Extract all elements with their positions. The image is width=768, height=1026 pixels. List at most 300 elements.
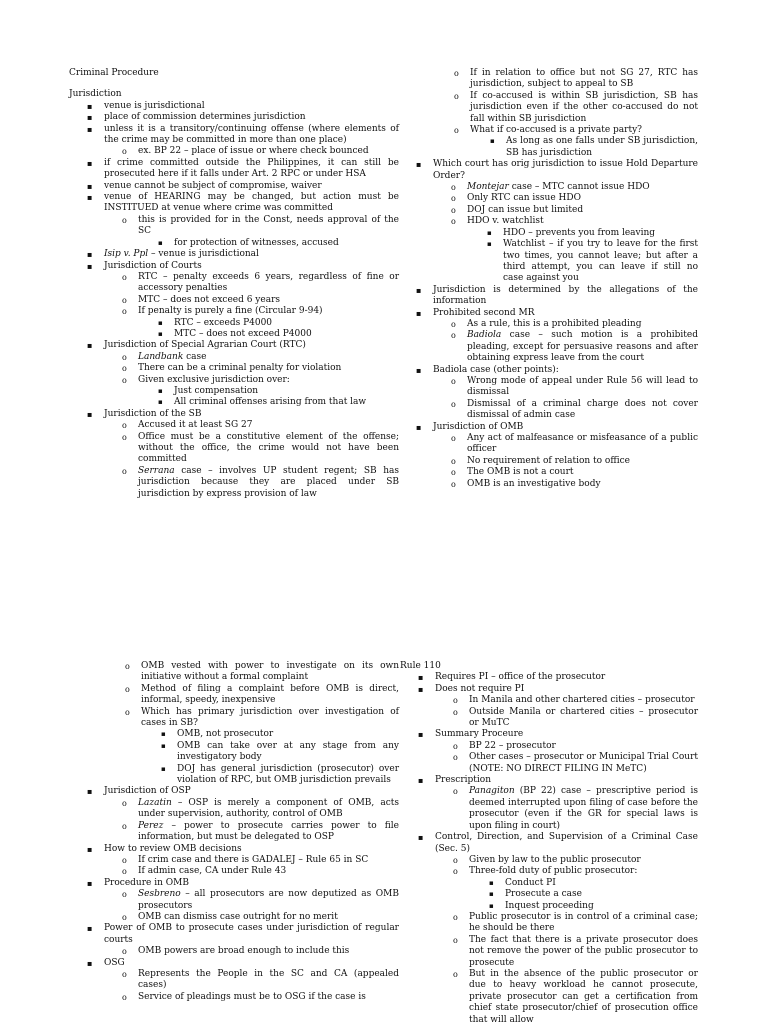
outline-item-level-2 — [467, 205, 698, 216]
outline-item-level-2 — [469, 695, 698, 706]
item-text: case – such motion is a prohibited pleading, except for persuasive reasons and after obtaining express leave from the court — [467, 330, 698, 364]
outline-item-level-2 — [469, 752, 698, 775]
outline-item-text — [141, 684, 399, 707]
item-text: if crime committed outside the Philippines, it can still be prosecuted here if it falls under Art. 2 RPC or under HSA — [104, 157, 399, 180]
item-text: In Manila and other chartered cities – prosecutor — [469, 695, 695, 706]
item-text: venue cannot be subject of compromise, waiver — [104, 180, 322, 191]
outline-item-level-2 — [467, 182, 698, 193]
sub-list — [104, 146, 399, 157]
outline-item-level-1 — [435, 832, 698, 1026]
item-text: Badiola case (other points): — [433, 364, 559, 375]
sub-list — [104, 798, 399, 844]
outline-item-text — [141, 661, 399, 684]
outline-item-level-3 — [174, 397, 399, 408]
sub-list — [435, 741, 698, 775]
outline-item-level-2 — [467, 216, 698, 284]
item-text: Any act of malfeasance or misfeasance of a public officer — [467, 433, 698, 455]
item-text: DOJ has general jurisdiction (prosecutor) over violation of RPC, but OMB jurisdiction prevails — [177, 763, 399, 786]
item-text: Which has primary jurisdiction over investigation of cases in SB? — [141, 706, 399, 729]
outline-item-level-2 — [469, 786, 698, 832]
outline-item-text — [104, 181, 399, 192]
outline-item-level-3 — [174, 238, 399, 249]
item-text: Which court has orig jurisdiction to issue Hold Departure Order? — [433, 159, 698, 181]
outline-item-text — [433, 159, 698, 182]
item-text: Summary Proceure — [435, 729, 524, 740]
item-text: As a rule, this is a prohibited pleading — [467, 318, 642, 329]
item-text: Requires PI – office of the prosecutor — [435, 672, 606, 683]
case-name: Montejar — [467, 182, 509, 193]
sub-list — [104, 855, 399, 878]
sub-list — [104, 272, 399, 340]
outline-item-text — [469, 912, 698, 935]
outline-item-text — [470, 91, 698, 125]
outline-item-text — [467, 479, 698, 490]
outline-item-text — [467, 467, 698, 478]
outline-item-level-1 — [104, 101, 399, 112]
outline-item-text — [104, 340, 399, 351]
outline-item-level-2 — [138, 432, 399, 466]
item-text: If co-accused is within SB jurisdiction, SB has jurisdiction even if the other co-accused do not fall within SB jurisdiction — [470, 90, 698, 124]
item-text: – all prosecutors are now deputized as OMB prosecutors — [138, 889, 399, 911]
outline-item-level-2 — [467, 479, 698, 490]
outline-item-text — [138, 215, 399, 238]
item-text: Given exclusive jurisdiction over: — [138, 374, 290, 385]
outline-item-level-1 — [435, 729, 698, 775]
outline-item-level-1 — [104, 923, 399, 957]
item-text: The OMB is not a court — [467, 467, 574, 478]
outline-item-text — [174, 329, 399, 340]
outline-item-text — [506, 136, 698, 159]
item-text: Prescription — [435, 775, 491, 786]
outline-item-level-3 — [174, 329, 399, 340]
case-name: Lazatin — [138, 797, 172, 808]
outline-item-text — [104, 158, 399, 181]
sub-list — [433, 182, 698, 285]
outline-item-level-2 — [138, 912, 399, 923]
outline-item-level-2 — [470, 125, 698, 159]
outline-item-level-2 — [138, 146, 399, 157]
outline-item-level-2 — [138, 821, 399, 844]
outline-item-text — [177, 764, 399, 787]
outline-item-level-2 — [469, 935, 698, 969]
outline-item-text — [467, 399, 698, 422]
outline-item-text — [433, 285, 698, 308]
outline-item-level-3 — [503, 239, 698, 285]
case-name: Perez — [138, 820, 164, 831]
item-text: RTC – exceeds P4000 — [174, 317, 273, 328]
outline-item-text — [469, 969, 698, 1026]
item-text: OMB is an investigative body — [467, 478, 601, 489]
item-text: Jurisdiction of Courts — [104, 260, 202, 271]
item-text: Three-fold duty of public prosecutor: — [469, 866, 638, 877]
outline-item-text — [141, 707, 399, 730]
item-text: BP 22 – prosecutor — [469, 740, 556, 751]
case-name: Isip v. Ppl — [104, 249, 149, 260]
outline-item-level-3 — [505, 901, 698, 912]
outline-item-text — [104, 878, 399, 889]
item-text: How to review OMB decisions — [104, 843, 242, 854]
outline-item-level-1 — [104, 192, 399, 249]
outline-item-level-1 — [435, 684, 698, 730]
item-text: OMB can dismiss case outright for no merit — [138, 911, 338, 922]
outline-item-text — [138, 432, 399, 466]
outline-item-text — [138, 855, 399, 866]
item-text: unless it is a transitory/continuing offense (where elements of the crime may be committed in more than one place) — [104, 123, 399, 146]
item-text: If penalty is purely a fine (Circular 9-94) — [138, 306, 323, 317]
item-text: Watchlist – if you try to leave for the first two times, you cannot leave; but after a third attempt, you can leave if still no case against you — [503, 239, 698, 284]
outline-list — [400, 672, 698, 1026]
outline-item-text — [505, 889, 698, 900]
outline-item-level-1 — [104, 181, 399, 192]
outline-item-text — [174, 318, 399, 329]
outline-item-text — [138, 889, 399, 912]
outline-item-level-2 — [470, 91, 698, 125]
item-text: If admin case, CA under Rule 43 — [138, 866, 287, 877]
item-text: case – MTC cannot issue HDO — [508, 182, 650, 193]
item-text: MTC – does not exceed 6 years — [138, 294, 281, 305]
item-text: Prosecute a case — [505, 889, 582, 900]
outline-item-text — [174, 386, 399, 397]
outline-list-continued — [398, 68, 698, 159]
sub-list — [104, 889, 399, 923]
outline-item-level-2 — [141, 661, 399, 684]
outline-item-level-2 — [138, 306, 399, 340]
outline-item-text — [138, 146, 399, 157]
outline-item-text — [104, 101, 399, 112]
outline-item-level-3 — [506, 136, 698, 159]
item-text: ex. BP 22 – place of issue or where check bounced — [138, 146, 369, 157]
outline-item-text — [138, 352, 399, 363]
item-text: Only RTC can issue HDO — [467, 193, 581, 204]
outline-item-level-2 — [138, 272, 399, 295]
outline-item-text — [467, 376, 698, 399]
item-text: The fact that there is a private prosecutor does not remove the power of the public prosecutor to prosecute — [469, 934, 698, 968]
outline-item-level-2 — [467, 193, 698, 204]
outline-item-level-2 — [469, 855, 698, 866]
outline-item-level-1 — [104, 409, 399, 500]
outline-list-continued — [69, 661, 399, 786]
outline-item-text — [505, 901, 698, 912]
outline-item-level-1 — [433, 285, 698, 308]
item-text: There can be a criminal penalty for violation — [138, 363, 342, 374]
item-text: Represents the People in the SC and CA (appealed cases) — [138, 968, 399, 991]
outline-item-text — [138, 946, 399, 957]
case-name: Sesbreno — [138, 889, 181, 900]
outline-item-text — [138, 798, 399, 821]
outline-item-text — [104, 112, 399, 123]
item-text: Inquest proceeding — [505, 900, 594, 911]
sub-list — [104, 215, 399, 249]
item-text: What if co-accused is a private party? — [470, 125, 643, 136]
item-text: Other cases – prosecutor or Municipal Trial Court (NOTE: NO DIRECT FILING IN MeTC) — [469, 752, 698, 774]
outline-item-level-2 — [138, 295, 399, 306]
outline-item-text — [138, 363, 399, 374]
item-text: But in the absence of the public prosecutor or due to heavy workload he cannot prosecute, private prosecutor can get a certification from chief state prosecutor/chief of prosecution office that will allow — [469, 968, 698, 1025]
sub-list — [138, 386, 399, 409]
item-text: case — [183, 351, 207, 362]
outline-item-text — [138, 466, 399, 500]
outline-item-text — [138, 375, 399, 386]
item-text: Conduct PI — [505, 877, 556, 888]
item-text: As long as one falls under SB jurisdiction, SB has jurisdiction — [506, 136, 698, 158]
item-text: OMB powers are broad enough to include this — [138, 946, 350, 957]
item-text: Accused it at least SG 27 — [138, 420, 253, 431]
item-text: Public prosecutor is in control of a criminal case; he should be there — [469, 911, 698, 934]
case-name: Badiola — [467, 330, 502, 341]
case-name: Panagiton — [469, 786, 515, 797]
outline-item-text — [469, 786, 698, 832]
outline-item-level-1 — [435, 672, 698, 683]
outline-item-text — [503, 239, 698, 285]
outline-item-level-1 — [433, 159, 698, 284]
outline-item-level-2 — [138, 363, 399, 374]
outline-item-level-1 — [104, 112, 399, 123]
outline-item-text — [104, 192, 399, 215]
item-text: Outside Manila or chartered cities – prosecutor or MuTC — [469, 706, 698, 729]
outline-item-level-2 — [470, 68, 698, 91]
item-text: RTC – penalty exceeds 6 years, regardless of fine or accessory penalties — [138, 271, 399, 294]
item-text: Prohibited second MR — [433, 307, 535, 318]
outline-item-text — [138, 306, 399, 317]
item-text: HDO – prevents you from leaving — [503, 227, 656, 238]
outline-item-level-2 — [467, 467, 698, 478]
sub-list — [104, 352, 399, 409]
outline-item-level-3 — [505, 889, 698, 900]
item-text: Dismissal of a criminal charge does not cover dismissal of admin case — [467, 398, 698, 421]
item-text: venue of HEARING may be changed, but action must be INSTITUED at venue where crime was committed — [104, 192, 399, 214]
item-text: Service of pleadings must be to OSG if the case is — [138, 991, 366, 1002]
outline-item-text — [138, 992, 399, 1003]
item-text: OMB, not prosecutor — [177, 729, 274, 740]
outline-item-text — [435, 775, 698, 786]
outline-item-text — [469, 866, 698, 877]
outline-item-text — [467, 205, 698, 216]
item-text: Power of OMB to prosecute cases under jurisdiction of regular courts — [104, 923, 399, 945]
outline-item-text — [138, 866, 399, 877]
outline-item-level-1 — [104, 158, 399, 181]
case-name: Serrana — [138, 465, 175, 476]
outline-item-level-1 — [433, 422, 698, 490]
outline-item-level-2 — [138, 798, 399, 821]
outline-item-text — [104, 249, 399, 260]
outline-item-level-2 — [467, 319, 698, 330]
item-text: DOJ can issue but limited — [467, 204, 584, 215]
outline-item-text — [467, 330, 698, 364]
section-heading: Jurisdiction — [69, 89, 122, 100]
item-text: Wrong mode of appeal under Rule 56 will lead to dismissal — [467, 375, 698, 398]
outline-item-text — [435, 684, 698, 695]
outline-item-level-3 — [174, 386, 399, 397]
outline-item-level-3 — [505, 878, 698, 889]
item-text: Jurisdiction of the SB — [104, 408, 202, 419]
item-text: (BP 22) case – prescriptive period is deemed interrupted upon filing of case before the prosecutor (even if the GR for special laws is upon filing in court) — [469, 786, 698, 831]
item-text: Jurisdiction of Special Agrarian Court (RTC) — [104, 340, 306, 351]
outline-list — [69, 101, 399, 500]
section-heading: Rule 110 — [400, 661, 441, 671]
item-text: OMB can take over at any stage from any investigatory body — [177, 740, 399, 763]
outline-item-text — [469, 855, 698, 866]
item-text: Procedure in OMB — [104, 877, 189, 888]
outline-item-text — [435, 832, 698, 855]
item-text: – power to prosecute carries power to file information, but must be delegated to OSP — [138, 820, 399, 843]
item-text: Jurisdiction is determined by the allegations of the information — [433, 284, 698, 307]
item-text: for protection of witnesses, accused — [174, 237, 339, 248]
item-text: Office must be a constitutive element of the offense; without the office, the crime would not have been committed — [138, 431, 399, 465]
page2-right-column — [400, 661, 698, 1026]
item-text: Jurisdiction of OSP — [104, 786, 191, 797]
sub-list — [433, 433, 698, 490]
outline-item-text — [470, 68, 698, 91]
outline-item-level-1 — [104, 878, 399, 924]
sub-list — [435, 786, 698, 832]
sub-list — [141, 729, 399, 786]
outline-item-text — [104, 786, 399, 797]
outline-item-level-1 — [104, 124, 399, 158]
sub-list — [104, 969, 399, 1003]
item-text: Just compensation — [174, 385, 259, 396]
outline-item-text — [469, 707, 698, 730]
outline-item-level-2 — [138, 466, 399, 500]
sub-list — [104, 946, 399, 957]
outline-item-text — [469, 935, 698, 969]
outline-item-level-2 — [138, 215, 399, 249]
outline-item-level-2 — [469, 741, 698, 752]
item-text: Does not require PI — [435, 683, 525, 694]
outline-item-level-1 — [435, 775, 698, 832]
outline-item-level-2 — [469, 912, 698, 935]
outline-item-text — [138, 912, 399, 923]
outline-item-level-2 — [469, 866, 698, 912]
outline-item-level-2 — [467, 433, 698, 456]
item-text: Method of filing a complaint before OMB is direct, informal, speedy, inexpensive — [141, 683, 399, 706]
outline-item-level-2 — [141, 707, 399, 787]
outline-item-level-1 — [433, 365, 698, 422]
outline-item-level-2 — [467, 456, 698, 467]
outline-item-level-1 — [104, 340, 399, 408]
outline-item-text — [104, 958, 399, 969]
sub-list — [470, 136, 698, 159]
outline-item-text — [177, 741, 399, 764]
outline-item-level-1 — [104, 958, 399, 1004]
item-text: Control, Direction, and Supervision of a Criminal Case (Sec. 5) — [435, 832, 698, 854]
item-text: Jurisdiction of OMB — [433, 421, 524, 432]
outline-item-level-2 — [138, 946, 399, 957]
item-text: OSG — [104, 957, 125, 968]
outline-item-level-2 — [138, 420, 399, 431]
sub-list — [469, 878, 698, 912]
item-text: Given by law to the public prosecutor — [469, 854, 641, 865]
outline-item-text — [138, 821, 399, 844]
outline-item-text — [469, 741, 698, 752]
outline-item-level-3 — [177, 741, 399, 764]
page1-left-column — [69, 68, 399, 500]
outline-item-level-3 — [503, 228, 698, 239]
outline-item-text — [467, 216, 698, 227]
outline-item-text — [435, 729, 698, 740]
outline-list — [398, 159, 698, 490]
outline-item-level-3 — [177, 764, 399, 787]
sub-list — [138, 238, 399, 249]
sub-list — [138, 318, 399, 341]
outline-item-text — [435, 672, 698, 683]
outline-item-text — [433, 422, 698, 433]
outline-item-level-2 — [138, 969, 399, 992]
sub-list — [433, 319, 698, 365]
outline-item-level-1 — [104, 844, 399, 878]
item-text: No requirement of relation to office — [467, 455, 630, 466]
outline-item-level-2 — [138, 866, 399, 877]
outline-item-text — [433, 365, 698, 376]
item-text: MTC – does not exceed P4000 — [174, 328, 312, 339]
item-text: OMB vested with power to investigate on its own initiative without a formal complaint — [141, 661, 399, 683]
outline-item-text — [469, 695, 698, 706]
item-text: – venue is jurisdictional — [148, 249, 259, 260]
outline-item-level-2 — [138, 889, 399, 912]
outline-item-level-2 — [138, 992, 399, 1003]
outline-item-level-1 — [104, 786, 399, 843]
item-text: All criminal offenses arising from that law — [174, 397, 367, 408]
outline-item-text — [470, 125, 698, 136]
outline-item-text — [505, 878, 698, 889]
outline-item-text — [467, 319, 698, 330]
outline-item-level-1 — [104, 249, 399, 260]
item-text: case – involves UP student regent; SB has jurisdiction because they are placed under SB jurisdiction by express provision of law — [138, 465, 399, 499]
outline-item-level-2 — [467, 399, 698, 422]
outline-item-level-1 — [433, 308, 698, 365]
case-name: Landbank — [138, 351, 184, 362]
outline-item-level-2 — [467, 330, 698, 364]
item-text: If crim case and there is GADALEJ – Rule 65 in SC — [138, 854, 369, 865]
outline-item-text — [104, 844, 399, 855]
outline-item-text — [104, 923, 399, 946]
outline-item-level-2 — [141, 684, 399, 707]
outline-item-level-2 — [467, 376, 698, 399]
page2-left-column — [69, 661, 399, 1003]
item-text: place of commission determines jurisdiction — [104, 112, 306, 123]
outline-item-text — [138, 295, 399, 306]
outline-item-level-2 — [138, 352, 399, 363]
outline-item-level-2 — [469, 707, 698, 730]
outline-item-text — [467, 456, 698, 467]
outline-item-text — [467, 182, 698, 193]
sub-list — [433, 376, 698, 422]
outline-item-level-3 — [177, 729, 399, 740]
outline-item-level-3 — [174, 318, 399, 329]
outline-item-level-1 — [104, 261, 399, 341]
sub-list — [435, 695, 698, 729]
item-text: this is provided for in the Const, needs approval of the SC — [138, 214, 399, 237]
outline-item-level-2 — [469, 969, 698, 1026]
outline-item-level-2 — [138, 375, 399, 409]
outline-item-text — [177, 729, 399, 740]
outline-item-level-2 — [138, 855, 399, 866]
item-text: If in relation to office but not SG 27, RTC has jurisdiction, subject to appeal to SB — [470, 68, 698, 90]
outline-item-text — [467, 193, 698, 204]
outline-item-text — [467, 433, 698, 456]
outline-item-text — [138, 420, 399, 431]
outline-item-text — [104, 409, 399, 420]
outline-item-text — [138, 272, 399, 295]
sub-list — [435, 855, 698, 1026]
item-text: – OSP is merely a component of OMB, acts under supervision, authority, control of OMB — [138, 797, 399, 820]
sub-list — [467, 228, 698, 285]
sub-list — [104, 420, 399, 500]
outline-item-text — [104, 261, 399, 272]
item-text: venue is jurisdictional — [104, 100, 205, 111]
item-text: HDO v. watchlist — [467, 216, 544, 227]
outline-item-text — [174, 238, 399, 249]
outline-item-text — [433, 308, 698, 319]
